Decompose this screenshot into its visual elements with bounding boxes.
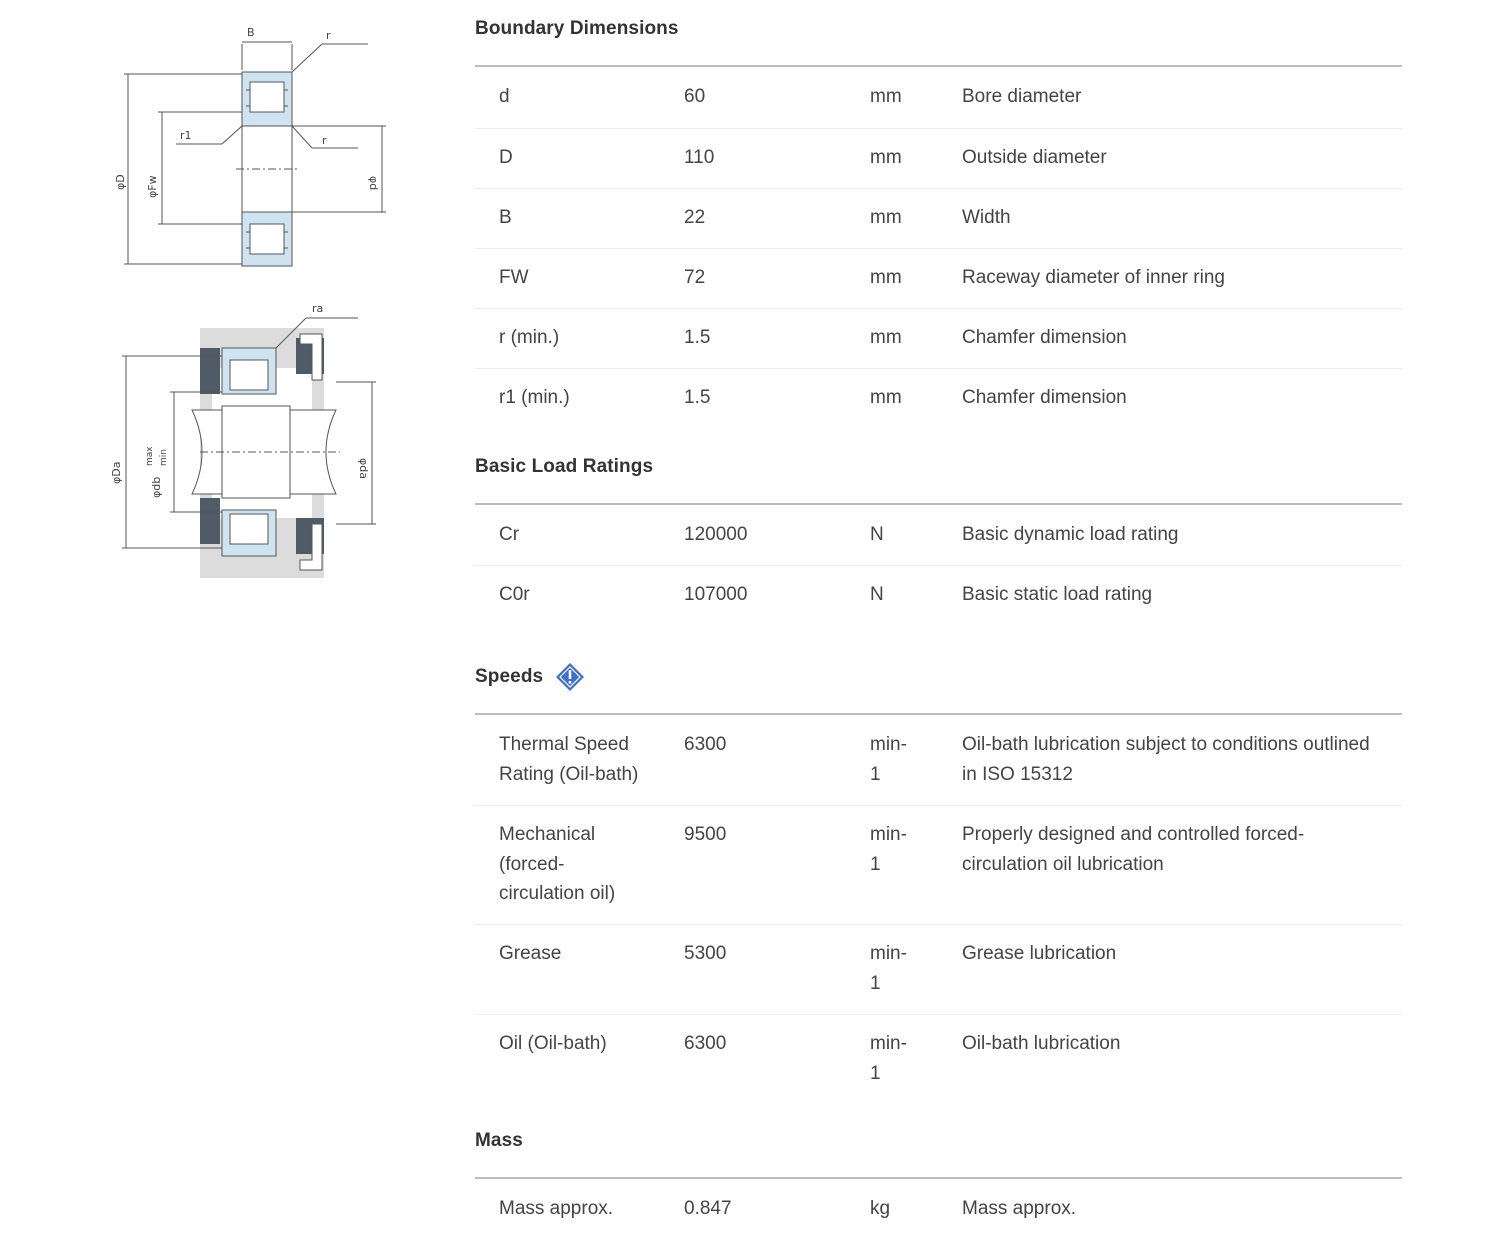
table-row xyxy=(475,188,1402,249)
row-symbol: r (min.) xyxy=(499,327,560,348)
row-description: Basic dynamic load rating xyxy=(962,524,1179,545)
row-description: Chamfer dimension xyxy=(962,387,1127,408)
row-value: 5300 xyxy=(684,943,727,964)
table-row xyxy=(475,1179,1402,1239)
table-row xyxy=(475,368,1402,428)
section-title-mass xyxy=(475,1130,523,1152)
row-description: Outside diameter xyxy=(962,147,1107,168)
row-value: 120000 xyxy=(684,524,748,545)
row-unit: mm xyxy=(870,387,902,408)
table-row xyxy=(475,1014,1402,1104)
table-row xyxy=(475,308,1402,369)
row-unit: N xyxy=(870,524,884,545)
row-description: Chamfer dimension xyxy=(962,327,1127,348)
row-description: Raceway diameter of inner ring xyxy=(962,267,1225,288)
row-description: Mass approx. xyxy=(962,1198,1077,1219)
row-unit: min-1 xyxy=(870,734,907,785)
label-phi-da-inner: φda xyxy=(357,458,370,479)
row-unit: mm xyxy=(870,327,902,348)
row-symbol: Cr xyxy=(499,524,520,545)
row-symbol: C0r xyxy=(499,584,530,605)
row-unit: mm xyxy=(870,147,902,168)
row-unit: kg xyxy=(870,1198,891,1219)
table-row xyxy=(475,248,1402,309)
row-value: 9500 xyxy=(684,824,727,845)
bearing-cross-section-drawing xyxy=(100,18,400,278)
row-symbol: B xyxy=(499,207,512,228)
table-row xyxy=(475,924,1402,1015)
label-ra: ra xyxy=(312,302,324,315)
row-description: Oil-bath lubrication xyxy=(962,1033,1121,1054)
row-description: Properly designed and controlled forced-circulation oil lubrication xyxy=(962,824,1305,875)
table-row xyxy=(475,715,1402,806)
mass-title-text: Mass xyxy=(475,1130,523,1151)
label-r-mid: r xyxy=(322,134,327,147)
row-value: 110 xyxy=(684,147,715,168)
label-min: min xyxy=(159,449,169,466)
load-title-text: Basic Load Ratings xyxy=(475,456,654,477)
row-value: 6300 xyxy=(684,734,727,755)
row-value: 0.847 xyxy=(684,1198,732,1219)
row-unit: mm xyxy=(870,86,902,107)
row-symbol: Mass approx. xyxy=(499,1198,614,1219)
row-description: Oil-bath lubrication subject to conditions outlined in ISO 15312 xyxy=(962,734,1370,785)
row-value: 1.5 xyxy=(684,327,711,348)
row-value: 60 xyxy=(684,86,706,107)
row-symbol: Oil (Oil-bath) xyxy=(499,1033,607,1054)
row-unit: min-1 xyxy=(870,943,907,994)
row-unit: mm xyxy=(870,267,902,288)
label-phi-d-outer: φD xyxy=(114,174,127,190)
label-r1: r1 xyxy=(180,129,192,142)
row-description: Width xyxy=(962,207,1011,228)
row-value: 1.5 xyxy=(684,387,711,408)
label-phi-db: φdb xyxy=(150,476,163,498)
row-value: 72 xyxy=(684,267,706,288)
label-phi-d-inner: φd xyxy=(367,176,380,191)
row-description: Bore diameter xyxy=(962,86,1082,107)
table-row xyxy=(475,565,1402,625)
row-symbol: d xyxy=(499,86,510,107)
speeds-title-text: Speeds xyxy=(475,666,544,687)
info-diamond-icon[interactable] xyxy=(555,662,585,692)
mounting-arrangement-drawing xyxy=(100,298,400,583)
label-phi-da-outer: φDa xyxy=(110,461,123,484)
row-value: 107000 xyxy=(684,584,748,605)
label-max: max xyxy=(145,446,155,466)
table-row xyxy=(475,67,1402,129)
bearing-drawings xyxy=(100,18,400,588)
table-row xyxy=(475,128,1402,189)
label-r-top: r xyxy=(326,29,331,42)
boundary-title-text: Boundary Dimensions xyxy=(475,18,679,39)
row-symbol: Mechanical (forced-circulation oil) xyxy=(499,824,616,904)
row-symbol: Thermal Speed Rating (Oil-bath) xyxy=(499,734,639,785)
row-value: 22 xyxy=(684,207,706,228)
section-title-load xyxy=(475,456,653,478)
row-symbol: Grease xyxy=(499,943,562,964)
table-row xyxy=(475,505,1402,566)
label-phi-fw: φFw xyxy=(146,175,159,198)
row-description: Grease lubrication xyxy=(962,943,1117,964)
table-row xyxy=(475,805,1402,925)
row-unit: mm xyxy=(870,207,902,228)
section-title-speeds xyxy=(475,662,585,692)
row-symbol: D xyxy=(499,147,513,168)
row-symbol: FW xyxy=(499,267,529,288)
row-unit: min-1 xyxy=(870,1033,907,1084)
section-title-boundary xyxy=(475,18,679,40)
row-value: 6300 xyxy=(684,1033,727,1054)
row-unit: min-1 xyxy=(870,824,907,875)
row-unit: N xyxy=(870,584,884,605)
row-symbol: r1 (min.) xyxy=(499,387,570,408)
label-b: B xyxy=(247,26,255,39)
row-description: Basic static load rating xyxy=(962,584,1153,605)
